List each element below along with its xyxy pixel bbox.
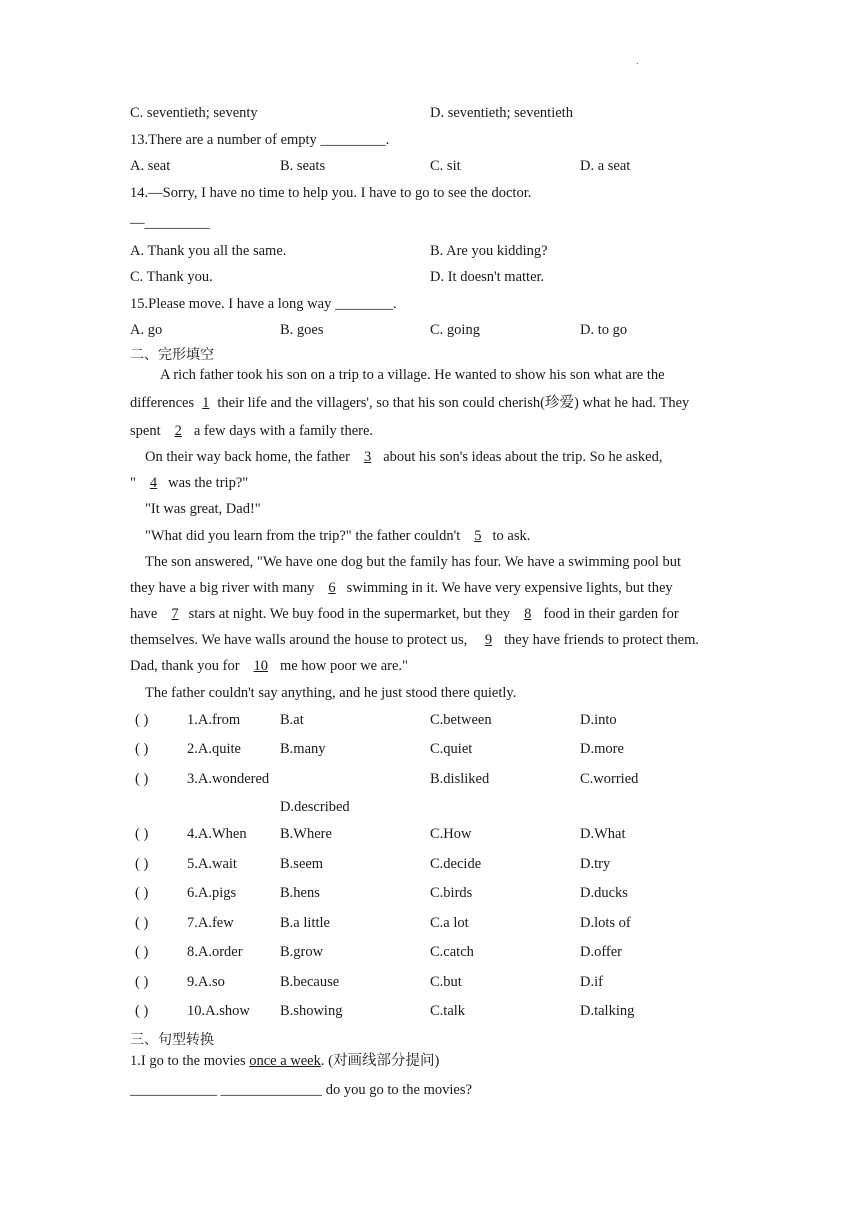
passage-text: to ask.: [492, 528, 531, 544]
question-text: 1.I go to the movies: [130, 1053, 250, 1069]
option-d: D.try: [580, 856, 611, 872]
blank-5: 5: [474, 528, 482, 544]
cloze-item: [0, 884, 860, 902]
q15-option-d: D. to go: [580, 322, 628, 338]
option-d: D.ducks: [580, 885, 628, 901]
passage-text: food in their garden for: [543, 606, 679, 622]
passage-line-6: "It was great, Dad!": [145, 501, 261, 517]
q15-options: [0, 321, 860, 339]
passage-text: ": [130, 475, 136, 491]
option-a: 3.A.wondered: [187, 771, 270, 787]
q14-option-c: C. Thank you.: [130, 269, 213, 285]
q15-option-a: A. go: [130, 322, 163, 338]
option-a: 7.A.few: [187, 915, 234, 931]
option-c: C.worried: [580, 771, 639, 787]
passage-text: spent: [130, 423, 161, 439]
answer-paren: ( ): [135, 856, 149, 872]
option-d: D.more: [580, 741, 624, 757]
cloze-item: [0, 825, 860, 843]
option-b: B.a little: [280, 915, 330, 931]
option-b: B.hens: [280, 885, 320, 901]
cloze-item: [0, 855, 860, 873]
answer-paren: ( ): [135, 1003, 149, 1019]
answer-paren: ( ): [135, 771, 149, 787]
option-d: D.What: [580, 826, 626, 842]
q15-stem: 15.Please move. I have a long way ________.: [130, 296, 397, 312]
blank-4: 4: [149, 475, 158, 491]
q15-option-c: C. going: [430, 322, 480, 338]
cloze-item: [0, 740, 860, 758]
option-c: C.between: [430, 712, 492, 728]
cloze-item: [0, 711, 860, 729]
option-d: D.offer: [580, 944, 623, 960]
option-b: B.Where: [280, 826, 332, 842]
blank-2: 2: [174, 423, 182, 439]
option-c: C.birds: [430, 885, 473, 901]
q12-options: [0, 104, 860, 122]
passage-text: "What did you learn from the trip?" the father couldn't: [145, 528, 461, 544]
passage-line-8: The son answered, "We have one dog but the family has four. We have a swimming pool but: [145, 554, 682, 570]
option-a: 6.A.pigs: [187, 885, 237, 901]
passage-text: about his son's ideas about the trip. So he asked,: [383, 449, 663, 465]
blank-9: 9: [484, 632, 493, 648]
option-b: B.seem: [280, 856, 324, 872]
option-a: 5.A.wait: [187, 856, 237, 872]
blank-7: 7: [171, 606, 179, 622]
option-b: B.grow: [280, 944, 324, 960]
blank-8: 8: [524, 606, 532, 622]
passage-line-9: [130, 579, 730, 597]
passage-line-2: [130, 394, 730, 412]
passage-text: they have friends to protect them.: [504, 632, 699, 648]
passage-line-7: [145, 527, 745, 545]
cloze-item: [0, 914, 860, 932]
passage-text: swimming in it. We have very expensive lights, but they: [346, 580, 673, 596]
option-a: 2.A.quite: [187, 741, 241, 757]
option-a: 9.A.so: [187, 974, 225, 990]
option-c: C.catch: [430, 944, 474, 960]
section3-title: 三、句型转换: [130, 1032, 214, 1048]
section2-title: 二、完形填空: [130, 347, 214, 363]
option-c: C.a lot: [430, 915, 469, 931]
passage-text: was the trip?": [168, 475, 249, 491]
passage-line-4: [145, 448, 745, 466]
option-c: C.decide: [430, 856, 482, 872]
option-d: D.talking: [580, 1003, 635, 1019]
option-d: D.if: [580, 974, 603, 990]
option-b: B.because: [280, 974, 340, 990]
passage-text: a few days with a family there.: [193, 423, 374, 439]
passage-text: their life and the villagers', so that his son could cherish(珍爱) what he had. They: [217, 395, 690, 411]
option-b: B.many: [280, 741, 326, 757]
passage-line-12: [130, 657, 730, 675]
q14-option-d: D. It doesn't matter.: [430, 269, 545, 285]
option-a: 8.A.order: [187, 944, 243, 960]
passage-line-13: The father couldn't say anything, and he just stood there quietly.: [145, 685, 517, 701]
cloze-item: [0, 1002, 860, 1020]
q13-option-d: D. a seat: [580, 158, 631, 174]
q13-stem: 13.There are a number of empty _________.: [130, 132, 390, 148]
blank-10: 10: [253, 658, 269, 674]
passage-text: me how poor we are.": [280, 658, 408, 674]
passage-text: they have a big river with many: [130, 580, 315, 596]
question-instruction: . (对画线部分提问): [320, 1053, 440, 1069]
underlined-phrase: once a week: [249, 1053, 321, 1069]
option-d: D.described: [280, 799, 350, 815]
passage-text: have: [130, 606, 158, 622]
q14-reply: —_________: [130, 215, 210, 231]
q14-option-a: A. Thank you all the same.: [130, 243, 287, 259]
answer-paren: ( ): [135, 915, 149, 931]
cloze-item: [0, 973, 860, 991]
answer-paren: ( ): [135, 885, 149, 901]
passage-line-11: [130, 631, 730, 649]
option-b: B.showing: [280, 1003, 343, 1019]
q12-option-c: C. seventieth; seventy: [130, 105, 258, 121]
q13-option-b: B. seats: [280, 158, 326, 174]
cloze-item: [0, 943, 860, 961]
option-c: C.quiet: [430, 741, 473, 757]
q14-option-b: B. Are you kidding?: [430, 243, 548, 259]
blank-6: 6: [328, 580, 336, 596]
passage-line-5: [130, 474, 730, 492]
option-a: 10.A.show: [187, 1003, 250, 1019]
option-c: C.How: [430, 826, 472, 842]
section3-q1: [130, 1052, 439, 1070]
option-c: C.talk: [430, 1003, 466, 1019]
answer-paren: ( ): [135, 944, 149, 960]
q15-option-b: B. goes: [280, 322, 324, 338]
passage-line-3: [130, 422, 730, 440]
passage-text: On their way back home, the father: [145, 449, 350, 465]
cloze-item-continued: [0, 798, 860, 816]
q14-stem: 14.—Sorry, I have no time to help you. I have to go to see the doctor.: [130, 185, 532, 201]
blank-1: 1: [202, 395, 210, 411]
passage-text: themselves. We have walls around the house to protect us,: [130, 632, 471, 648]
option-a: 4.A.When: [187, 826, 247, 842]
option-a: 1.A.from: [187, 712, 241, 728]
cloze-item: [0, 770, 860, 788]
answer-paren: ( ): [135, 826, 149, 842]
answer-paren: ( ): [135, 974, 149, 990]
option-d: D.into: [580, 712, 617, 728]
header-mark: .: [636, 56, 639, 67]
passage-line-10: [130, 605, 730, 623]
passage-line-1: A rich father took his son on a trip to a village. He wanted to show his son what are the: [160, 367, 665, 383]
q14-options-row1: [0, 242, 860, 260]
q13-option-a: A. seat: [130, 158, 171, 174]
answer-paren: ( ): [135, 712, 149, 728]
q13-option-c: C. sit: [430, 158, 461, 174]
q14-options-row2: [0, 268, 860, 286]
option-b: B.at: [280, 712, 304, 728]
section3-q1-answer: ____________ ______________ do you go to the movies?: [130, 1082, 472, 1098]
q13-options: [0, 157, 860, 175]
passage-text: Dad, thank you for: [130, 658, 240, 674]
passage-text: stars at night. We buy food in the supermarket, but they: [188, 606, 511, 622]
answer-paren: ( ): [135, 741, 149, 757]
option-d: D.lots of: [580, 915, 631, 931]
blank-3: 3: [363, 449, 372, 465]
option-c: C.but: [430, 974, 462, 990]
option-b: B.disliked: [430, 771, 490, 787]
q12-option-d: D. seventieth; seventieth: [430, 105, 573, 121]
passage-text: differences: [130, 395, 195, 411]
